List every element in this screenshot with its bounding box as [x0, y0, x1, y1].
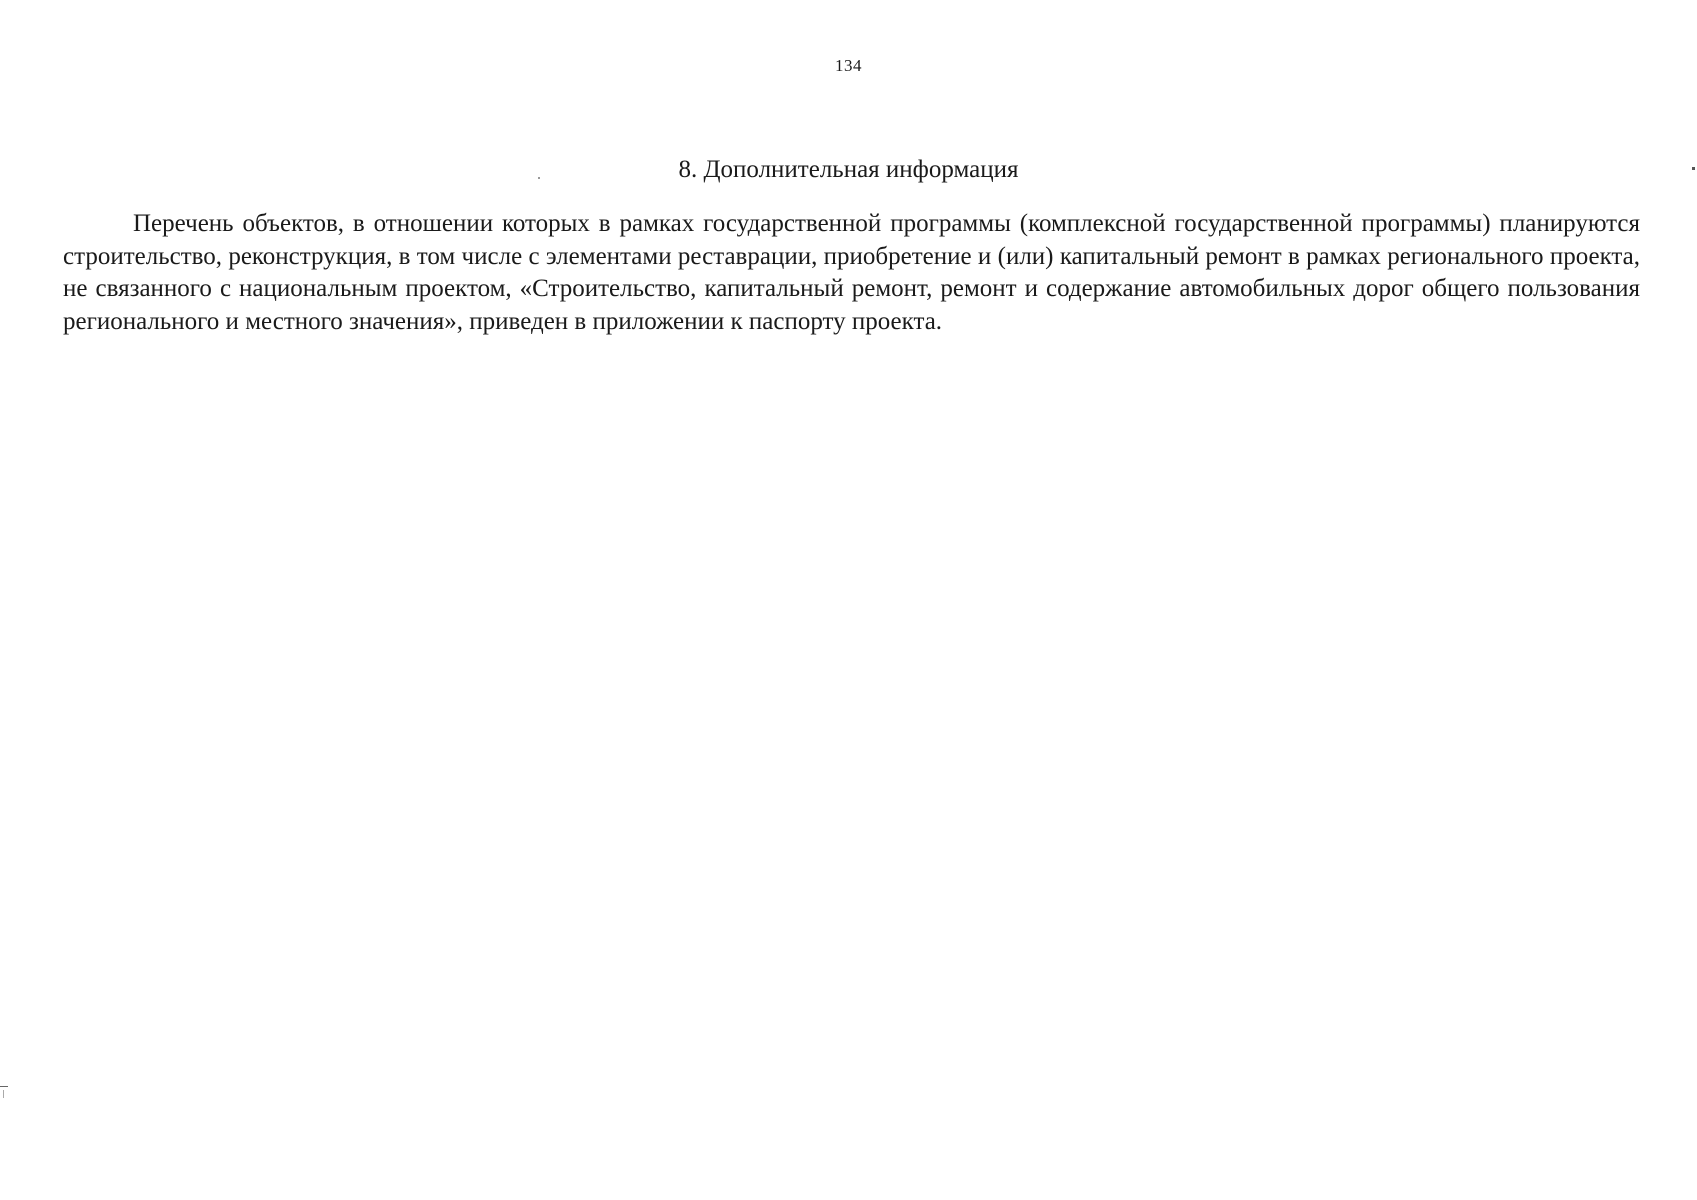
section-body-paragraph: Перечень объектов, в отношении которых в рамках государственной программы (комплексной государственной программы) планируются строительство, реконструкция, в том числе с элементами реставрации, приобретение и (или) капитальный ремонт в рамках регионального проекта, не связанного с национальным проектом, «Строительство, капитальный ремонт, ремонт и содержание автомобильных дорог общего пользования регионального и местного значения», приведен в приложении к паспорту проекта. [63, 210, 1640, 335]
scan-artifact [0, 1086, 8, 1087]
page-number: 134 [835, 56, 862, 75]
scan-artifact [1692, 167, 1695, 170]
scan-artifact [538, 177, 540, 179]
section-title: 8. Дополнительная информация [678, 156, 1019, 183]
scan-artifact [3, 1090, 4, 1098]
